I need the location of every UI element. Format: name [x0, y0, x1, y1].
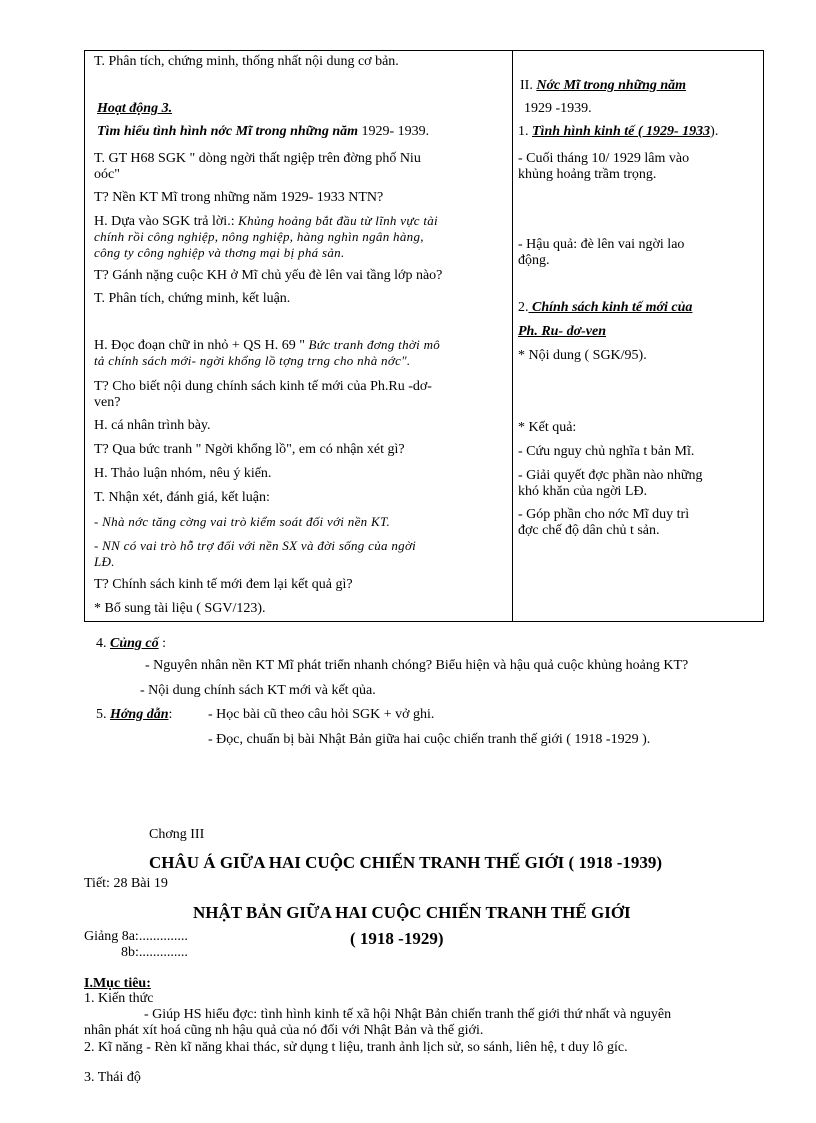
right-section-years: 1929 -1939.: [524, 101, 592, 116]
guide-item-2: - Đọc, chuẩn bị bài Nhật Bản giữa hai cuộc chiến tranh thế giới ( 1918 -1929 ).: [208, 732, 651, 747]
left-line-gt-a: T. GT H68 SGK " dòng ngời thất ngiệp trên đờng phố Niu: [94, 151, 421, 166]
right-sub-heading-economy: [518, 124, 718, 140]
sub-title-policy: Chính sách kinh tế mới của: [528, 300, 693, 315]
left-line-question-picture: T? Qua bức tranh " Ngời khổng lồ", em có nhận xét gì?: [94, 442, 405, 457]
consolidate-label: Củng cố: [110, 636, 159, 651]
right-crisis-a: - Cuối tháng 10/ 1929 lâm vào: [518, 151, 690, 166]
sub-title-economy: Tình hình kinh tế ( 1929- 1933: [532, 124, 711, 139]
right-content: * Nội dung ( SGK/95).: [518, 348, 647, 363]
left-line-question-economy: T? Nền KT Mĩ trong những năm 1929- 1933 NTN?: [94, 190, 384, 205]
lesson-years: ( 1918 -1929): [350, 929, 444, 948]
left-line-state-control: - Nhà nớc tăng cờng vai trò kiểm soát đối với nền KT.: [94, 514, 391, 529]
consolidate-item-1: - Nguyên nhân nền KT Mĩ phát triển nhanh chóng? Biểu hiện và hậu quả cuộc khủng hoảng KT?: [145, 658, 689, 673]
answer-prefix: H. Dựa vào SGK trả lời.:: [94, 214, 235, 229]
objective-knowledge: 1. Kiến thức: [84, 991, 154, 1006]
right-result-solve-b: khó khăn của ngời LĐ.: [518, 484, 648, 499]
left-line-answer-a: [94, 213, 438, 230]
left-line-answer-c: công ty công nghiệp và thơng mại bị phá sản.: [94, 245, 345, 260]
right-result-save: - Cứu nguy chủ nghĩa t bản Mĩ.: [518, 444, 695, 459]
chapter-label: Chơng III: [149, 827, 205, 842]
right-consequence-a: - Hậu quả: đè lên vai ngời lao: [518, 237, 685, 252]
right-crisis-b: khủng hoảng trầm trọng.: [518, 167, 657, 182]
consolidate-heading: [96, 636, 166, 652]
left-line-analysis-conclude: T. Phân tích, chứng minh, kết luận.: [94, 291, 291, 306]
objectives-heading: I.Mục tiêu:: [84, 976, 151, 991]
find-prefix: Tìm hiểu tình hình nớc Mĩ trong những năm: [97, 124, 359, 139]
consolidate-item-2: - Nội dung chính sách KT mới và kết qủa.: [140, 683, 376, 698]
right-result-maintain-b: đợc chế độ dân chủ t sản.: [518, 523, 660, 538]
left-line-state-support-b: LĐ.: [94, 554, 115, 569]
objective-skills: 2. Kĩ năng - Rèn kĩ năng khai thác, sử dụng t liệu, tranh ảnh lịch sử, so sánh, liên hệ, t duy lô gíc.: [84, 1040, 628, 1055]
sub-suffix-1: ).: [710, 124, 719, 139]
guide-item-1: - Học bài cũ theo câu hỏi SGK + vở ghi.: [208, 707, 435, 722]
right-result-solve-a: - Giải quyết đợc phần nào những: [518, 468, 703, 483]
lesson-title: NHẬT BẢN GIỮA HAI CUỘC CHIẾN TRANH THẾ GIỚI: [193, 903, 631, 922]
right-sub-heading-policy-a: [518, 300, 692, 316]
left-line-answer-b: chính rồi công nghiệp, nông nghiệp, hàng nghìn ngân hàng,: [94, 229, 424, 244]
left-line-state-support-a: - NN có vai trò hỗ trợ đối với nền SX và đời sống của ngời: [94, 538, 417, 553]
left-line-individual: H. cá nhân trình bày.: [94, 418, 211, 433]
left-line-question-burden: T? Gánh nặng cuộc KH ở Mĩ chủ yếu đè lên vai tầng lớp nào?: [94, 268, 443, 283]
section-title: Nớc Mĩ trong những năm: [536, 78, 687, 93]
teach-8a: Giảng 8a:..............: [84, 929, 188, 944]
sub-number-2: 2.: [518, 300, 529, 315]
left-line-read-a: [94, 337, 440, 354]
read-text-a: Bức tranh đơng thời mô: [304, 337, 441, 352]
find-years: 1929- 1939.: [358, 124, 430, 139]
consolidate-number: 4.: [96, 636, 110, 651]
right-result-maintain-a: - Góp phần cho nớc Mĩ duy trì: [518, 507, 690, 522]
section-number: II.: [520, 78, 537, 93]
right-results-heading: * Kết quả:: [518, 420, 577, 435]
objective-knowledge-text-b: nhân phát xít hoá cũng nh hậu quả của nó đối với Nhật Bản và thế giới.: [84, 1023, 484, 1038]
left-line-review: T. Nhận xét, đánh giá, kết luận:: [94, 490, 270, 505]
left-line-supplement: * Bổ sung tài liệu ( SGV/123).: [94, 601, 266, 616]
left-line-read-b: tả chính sách mới- ngời khổng lồ tợng trng cho nhà nớc".: [94, 353, 411, 368]
find-line: [97, 124, 429, 140]
right-sub-heading-policy-b: Ph. Ru- dơ-ven: [518, 324, 607, 339]
left-line-group-discussion: H. Thảo luận nhóm, nêu ý kiến.: [94, 466, 272, 481]
lesson-number: Tiết: 28 Bài 19: [84, 876, 168, 891]
read-prefix: H. Đọc đoạn chữ in nhỏ + QS H. 69 ": [94, 338, 305, 353]
chapter-title: CHÂU Á GIỮA HAI CUỘC CHIẾN TRANH THẾ GIỚI ( 1918 -1939): [149, 853, 663, 872]
objective-knowledge-text-a: - Giúp HS hiểu đợc: tình hình kinh tế xã hội Nhật Bản chiến tranh thế giới thứ nhất và nguyên: [144, 1007, 672, 1022]
guide-label: Hớng dẫn: [110, 707, 169, 722]
sub-number-1: 1.: [518, 124, 532, 139]
teach-8b: 8b:..............: [121, 945, 188, 960]
left-line-question-policy-a: T? Cho biết nội dung chính sách kinh tế mới của Ph.Ru -dơ-: [94, 379, 432, 394]
right-section-heading: [520, 78, 686, 94]
guide-number: 5.: [96, 707, 110, 722]
activity-heading: Hoạt động 3.: [97, 101, 173, 116]
right-consequence-b: động.: [518, 253, 550, 268]
table-column-divider: [512, 50, 513, 622]
left-line-gt-b: oóc": [94, 167, 120, 182]
left-line-question-results: T? Chính sách kinh tế mới đem lại kết quả gì?: [94, 577, 353, 592]
answer-text-a: Khủng hoảng bắt đầu từ lĩnh vực tài: [234, 213, 438, 228]
guide-suffix: :: [168, 707, 173, 722]
consolidate-suffix: :: [158, 636, 167, 651]
left-line-analysis: T. Phân tích, chứng minh, thống nhất nội dung cơ bản.: [94, 54, 399, 69]
objective-attitude: 3. Thái độ: [84, 1070, 141, 1085]
left-line-question-policy-b: ven?: [94, 395, 121, 410]
guide-heading: [96, 707, 172, 723]
